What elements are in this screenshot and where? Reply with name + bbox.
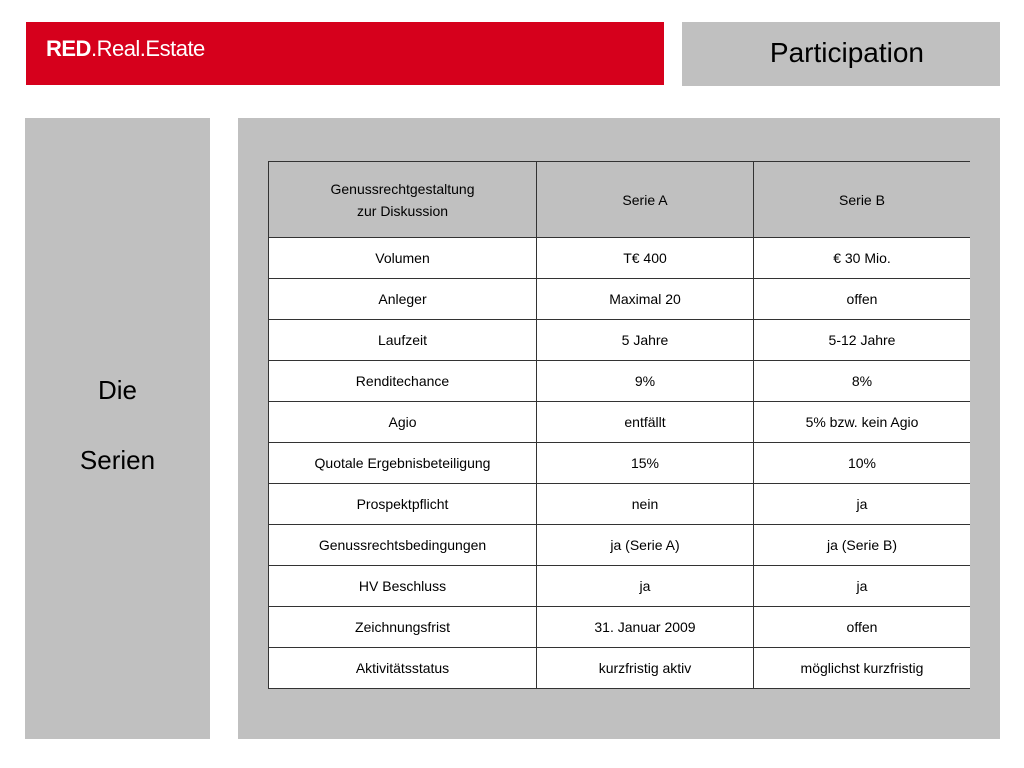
- title-box: [682, 22, 1000, 86]
- main-panel: [238, 118, 1000, 739]
- brand-bar: [26, 22, 664, 85]
- table-row: [269, 566, 971, 607]
- table-row: [269, 648, 971, 689]
- row-value-serie-b: 5-12 Jahre: [754, 320, 971, 361]
- row-label: Quotale Ergebnisbeteiligung: [269, 443, 537, 484]
- brand-name-rest: .Real.Estate: [90, 36, 205, 61]
- row-value-serie-b: ja: [754, 484, 971, 525]
- row-label: Aktivitätsstatus: [269, 648, 537, 689]
- row-label: Volumen: [269, 238, 537, 279]
- table-row: [269, 484, 971, 525]
- table-row: [269, 361, 971, 402]
- side-label-line1: Die: [97, 375, 137, 405]
- row-value-serie-b: 10%: [754, 443, 971, 484]
- side-label-line2: Serien: [79, 445, 156, 475]
- side-panel: [25, 118, 210, 739]
- row-label: Renditechance: [269, 361, 537, 402]
- page-title: Participation: [769, 37, 924, 68]
- row-value-serie-a: 31. Januar 2009: [537, 607, 754, 648]
- row-value-serie-a: 9%: [537, 361, 754, 402]
- row-label: Laufzeit: [269, 320, 537, 361]
- row-label: Zeichnungsfrist: [269, 607, 537, 648]
- table-row: [269, 607, 971, 648]
- table-row: [269, 320, 971, 361]
- row-value-serie-b: möglichst kurzfristig: [754, 648, 971, 689]
- table-row: [269, 525, 971, 566]
- header-gestaltung-line1: Genussrechtgestaltung: [330, 180, 475, 197]
- row-value-serie-b: 8%: [754, 361, 971, 402]
- row-value-serie-b: 5% bzw. kein Agio: [754, 402, 971, 443]
- header-gestaltung-line2: zur Diskussion: [356, 202, 449, 219]
- row-value-serie-a: kurzfristig aktiv: [537, 648, 754, 689]
- row-value-serie-b: € 30 Mio.: [754, 238, 971, 279]
- row-label: Prospektpflicht: [269, 484, 537, 525]
- table-header-row: [269, 162, 971, 238]
- row-label: Agio: [269, 402, 537, 443]
- row-value-serie-a: Maximal 20: [537, 279, 754, 320]
- row-label: HV Beschluss: [269, 566, 537, 607]
- table-row: [269, 402, 971, 443]
- row-value-serie-b: ja (Serie B): [754, 525, 971, 566]
- brand-logo: [46, 36, 205, 62]
- row-value-serie-a: T€ 400: [537, 238, 754, 279]
- row-value-serie-a: ja (Serie A): [537, 525, 754, 566]
- brand-name-bold: RED: [46, 36, 91, 61]
- row-value-serie-b: offen: [754, 607, 971, 648]
- table-row: [269, 443, 971, 484]
- row-value-serie-b: ja: [754, 566, 971, 607]
- row-label: Anleger: [269, 279, 537, 320]
- table-row: [269, 279, 971, 320]
- row-value-serie-a: nein: [537, 484, 754, 525]
- row-value-serie-a: entfällt: [537, 402, 754, 443]
- header-serie-a: Serie A: [537, 162, 754, 238]
- row-value-serie-b: offen: [754, 279, 971, 320]
- row-value-serie-a: ja: [537, 566, 754, 607]
- header-serie-b: Serie B: [754, 162, 971, 238]
- row-value-serie-a: 5 Jahre: [537, 320, 754, 361]
- table-row: [269, 238, 971, 279]
- row-label: Genussrechtsbedingungen: [269, 525, 537, 566]
- series-table: [268, 161, 970, 689]
- row-value-serie-a: 15%: [537, 443, 754, 484]
- header-gestaltung: [269, 162, 537, 238]
